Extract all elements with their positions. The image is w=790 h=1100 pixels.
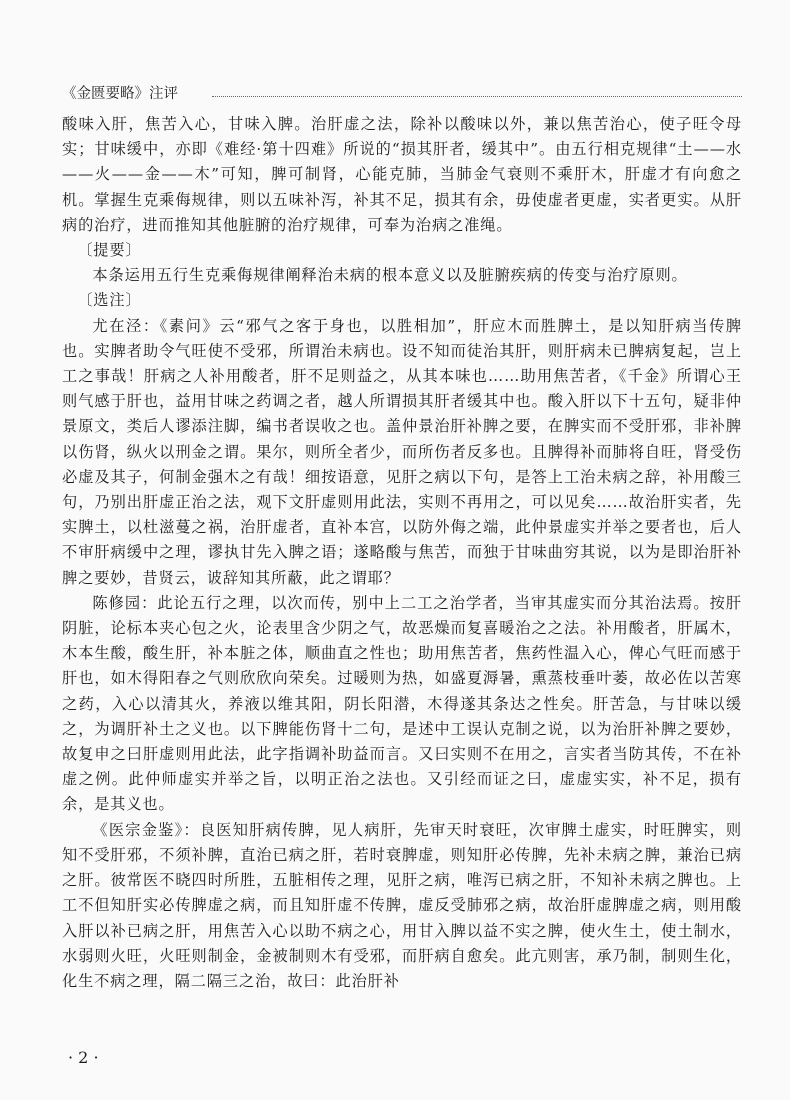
section-heading-tiyao: 〔提要〕 (77, 241, 142, 260)
section-heading-xuanzhu: 〔选注〕 (77, 291, 142, 310)
paragraph-chen-xiuyuan: 陈修园：此论五行之理，以次而传，别中上二工之治学者，当审其虚实而分其治法焉。按肝阴脏，论标本夹心包之火，论表里含少阴之气，故恶燥而复喜暖治之之法。补用酸者，肝属木，木本生酸，酸生肝，补本脏之体，顺曲直之性也；助用焦苦者，焦药性温入心，俾心气旺而感于肝也，如木得阳春之气则欣欣向荣矣。过暖则为热，如盛夏溽暑，熏蒸枝垂叶萎，故必佐以苦寒之药，入心以清其火，养液以维其阳，阴长阳潜，木得遂其条达之性矣。肝苦急，与甘味以缓之，为调肝补土之义也。以下脾能伤肾十二句，是述中工误认克制之说，以为治肝补脾之要妙，故复申之曰肝虚则用此法，此字指调补助益而言。又曰实则不在用之，言实者当防其传，不在补虚之例。此仲师虚实并举之旨，以明正治之法也。又引经而证之曰，虚虚实实，补不足，损有余，是其义也。 (62, 593, 742, 814)
page-number: · 2 · (68, 1048, 99, 1067)
body-text (62, 112, 742, 994)
running-title: 《金匮要略》注评 (62, 86, 178, 102)
running-head (62, 82, 742, 106)
paragraph-intro: 酸味入肝，焦苦入心，甘味入脾。治肝虚之法，除补以酸味以外，兼以焦苦治心，使子旺令母实；甘味缓中，亦即《难经·第十四难》所说的“损其肝者，缓其中”。由五行相克规律“土——水——火——金——木”可知，脾可制肾，心能克肺，当肺金气衰则不乘肝木，肝虚才有向愈之机。掌握生克乘侮规律，则以五味补泻，补其不足，损其有余，毋使虚者更虚，实者更实。从肝病的治疗，进而推知其他脏腑的治疗规律，可奉为治病之准绳。 (62, 115, 742, 234)
paragraph-yizong-jinjian: 《医宗金鉴》：良医知肝病传脾，见人病肝，先审天时衰旺，次审脾土虚实，时旺脾实，则知不受肝邪，不须补脾，直治已病之肝，若时衰脾虚，则知肝必传脾，先补未病之脾，兼治已病之肝。彼常医不晓四时所胜，五脏相传之理，见肝之病，唯泻已病之肝，不知补未病之脾也。上工不但知肝实必传脾虚之病，而且知肝虚不传脾，虚反受肺邪之病，故治肝虚脾虚之病，则用酸入肝以补已病之肝，用焦苦入心以助不病之心，用甘入脾以益不实之脾，使火生土，使土制水，水弱则火旺，火旺则制金，金被制则木有受邪，而肝病自愈矣。此亢则害，承乃制，制则生化，化生不病之理，隔二隔三之治，故曰：此治肝补 (62, 820, 742, 990)
header-dotted-rule (212, 96, 742, 97)
paragraph-tiyao: 本条运用五行生克乘侮规律阐释治未病的根本意义以及脏腑疾病的传变与治疗原则。 (92, 266, 688, 285)
paragraph-you-zaijing: 尤在泾：《素问》云“邪气之客于身也，以胜相加”，肝应木而胜脾土，是以知肝病当传脾也。实脾者助令气旺使不受邪，所谓治未病也。设不知而徒治其肝，则肝病未已脾病复起，岂上工之事哉！肝病之人补用酸者，肝不足则益之，从其本味也……助用焦苦者，《千金》所谓心王则气感于肝也，益用甘味之药调之者，越人所谓损其肝者缓其中也。酸入肝以下十五句，疑非仲景原文，类后人谬添注脚，编书者误收之也。盖仲景治肝补脾之要，在脾实而不受肝邪，非补脾以伤肾，纵火以刑金之谓。果尔，则所全者少，而所伤者反多也。且脾得补而肺将自旺，肾受伤必虚及其子，何制金强木之有哉！细按语意，见肝之病以下句，是答上工治未病之辞，补用酸三句，乃别出肝虚正治之法，观下文肝虚则用此法，实则不再用之，可以见矣……故治肝实者，先实脾土，以杜滋蔓之祸，治肝虚者，直补本宫，以防外侮之端，此仲景虚实并举之要者也，后人不审肝病缓中之理，谬执甘先入脾之语；遂略酸与焦苦，而独于甘味曲穷其说，以为是即治肝补脾之要妙，昔贤云，诐辞知其所蔽，此之谓耶？ (62, 316, 742, 587)
